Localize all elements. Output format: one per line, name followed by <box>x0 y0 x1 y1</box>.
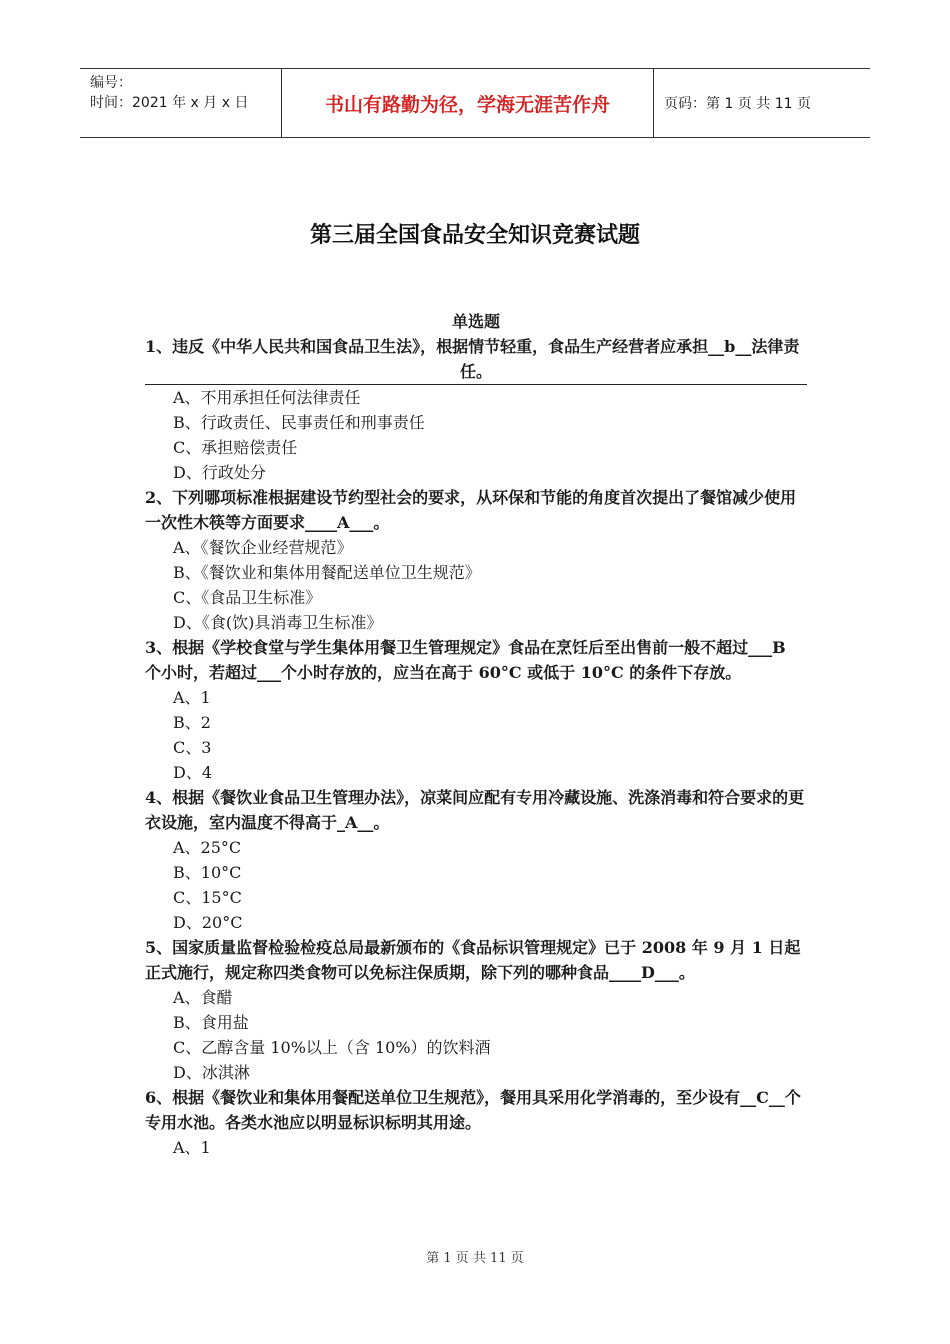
header-motto: 书山有路勤为径，学海无涯苦作舟 <box>282 69 654 137</box>
answer-option: A、25°C <box>173 838 242 857</box>
answer-option: D、4 <box>173 763 213 782</box>
answer-option: A、1 <box>173 1138 211 1157</box>
question-list <box>145 309 807 1160</box>
document-title: 第三届全国食品安全知识竞赛试题 <box>309 223 640 248</box>
answer-option: C、15°C <box>173 888 242 907</box>
answer-option: D、行政处分 <box>173 463 266 482</box>
question-text: 2、下列哪项标准根据建设节约型社会的要求，从环保和节能的角度首次提出了餐馆减少使用一次性木筷等方面要求____A___。 <box>145 488 797 532</box>
answer-option: D、20°C <box>173 913 243 932</box>
answer-option: A、食醋 <box>173 988 233 1007</box>
question-text: 3、根据《学校食堂与学生集体用餐卫生管理规定》食品在烹饪后至出售前一般不超过___B 个小时，若超过___个小时存放的，应当在高于 60°C 或低于 10°C 的条件下存放。 <box>145 638 786 682</box>
serial-label: 编号： <box>90 75 132 91</box>
question-text: 1、违反《中华人民共和国食品卫生法》，根据情节轻重，食品生产经营者应承担__b__法律责任。 <box>145 334 807 385</box>
answer-option: B、2 <box>173 713 211 732</box>
question-text: 4、根据《餐饮业食品卫生管理办法》，凉菜间应配有专用冷藏设施、洗涤消毒和符合要求的更衣设施，室内温度不得高于_A__。 <box>145 788 805 832</box>
header-meta <box>80 69 282 137</box>
date-label: 时间：2021 年 x 月 x 日 <box>90 95 249 111</box>
answer-option: B、行政责任、民事责任和刑事责任 <box>173 413 425 432</box>
answer-option: C、3 <box>173 738 212 757</box>
answer-option: C、《食品卫生标准》 <box>173 588 322 607</box>
answer-option: B、《餐饮业和集体用餐配送单位卫生规范》 <box>173 563 481 582</box>
page-header <box>80 68 870 138</box>
answer-option: A、不用承担任何法律责任 <box>173 388 361 407</box>
page-footer: 第 1 页 共 11 页 <box>426 1251 524 1266</box>
question-text: 6、根据《餐饮业和集体用餐配送单位卫生规范》，餐用具采用化学消毒的，至少设有__C__个专用水池。各类水池应以明显标识标明其用途。 <box>145 1088 801 1132</box>
answer-option: A、1 <box>173 688 211 707</box>
answer-option: B、食用盐 <box>173 1013 249 1032</box>
answer-option: C、承担赔偿责任 <box>173 438 298 457</box>
answer-option: B、10°C <box>173 863 242 882</box>
answer-option: A、《餐饮企业经营规范》 <box>173 538 353 557</box>
section-heading: 单选题 <box>451 312 500 331</box>
answer-option: D、冰淇淋 <box>173 1063 250 1082</box>
question-text: 5、国家质量监督检验检疫总局最新颁布的《食品标识管理规定》已于 2008 年 9 月 1 日起正式施行，规定称四类食物可以免标注保质期，除下列的哪种食品____D___。 <box>145 938 801 982</box>
header-page-info: 页码：第 1 页 共 11 页 <box>664 96 811 112</box>
answer-option: D、《食(饮)具消毒卫生标准》 <box>173 613 383 632</box>
answer-option: C、乙醇含量 10%以上（含 10%）的饮料酒 <box>173 1038 491 1057</box>
